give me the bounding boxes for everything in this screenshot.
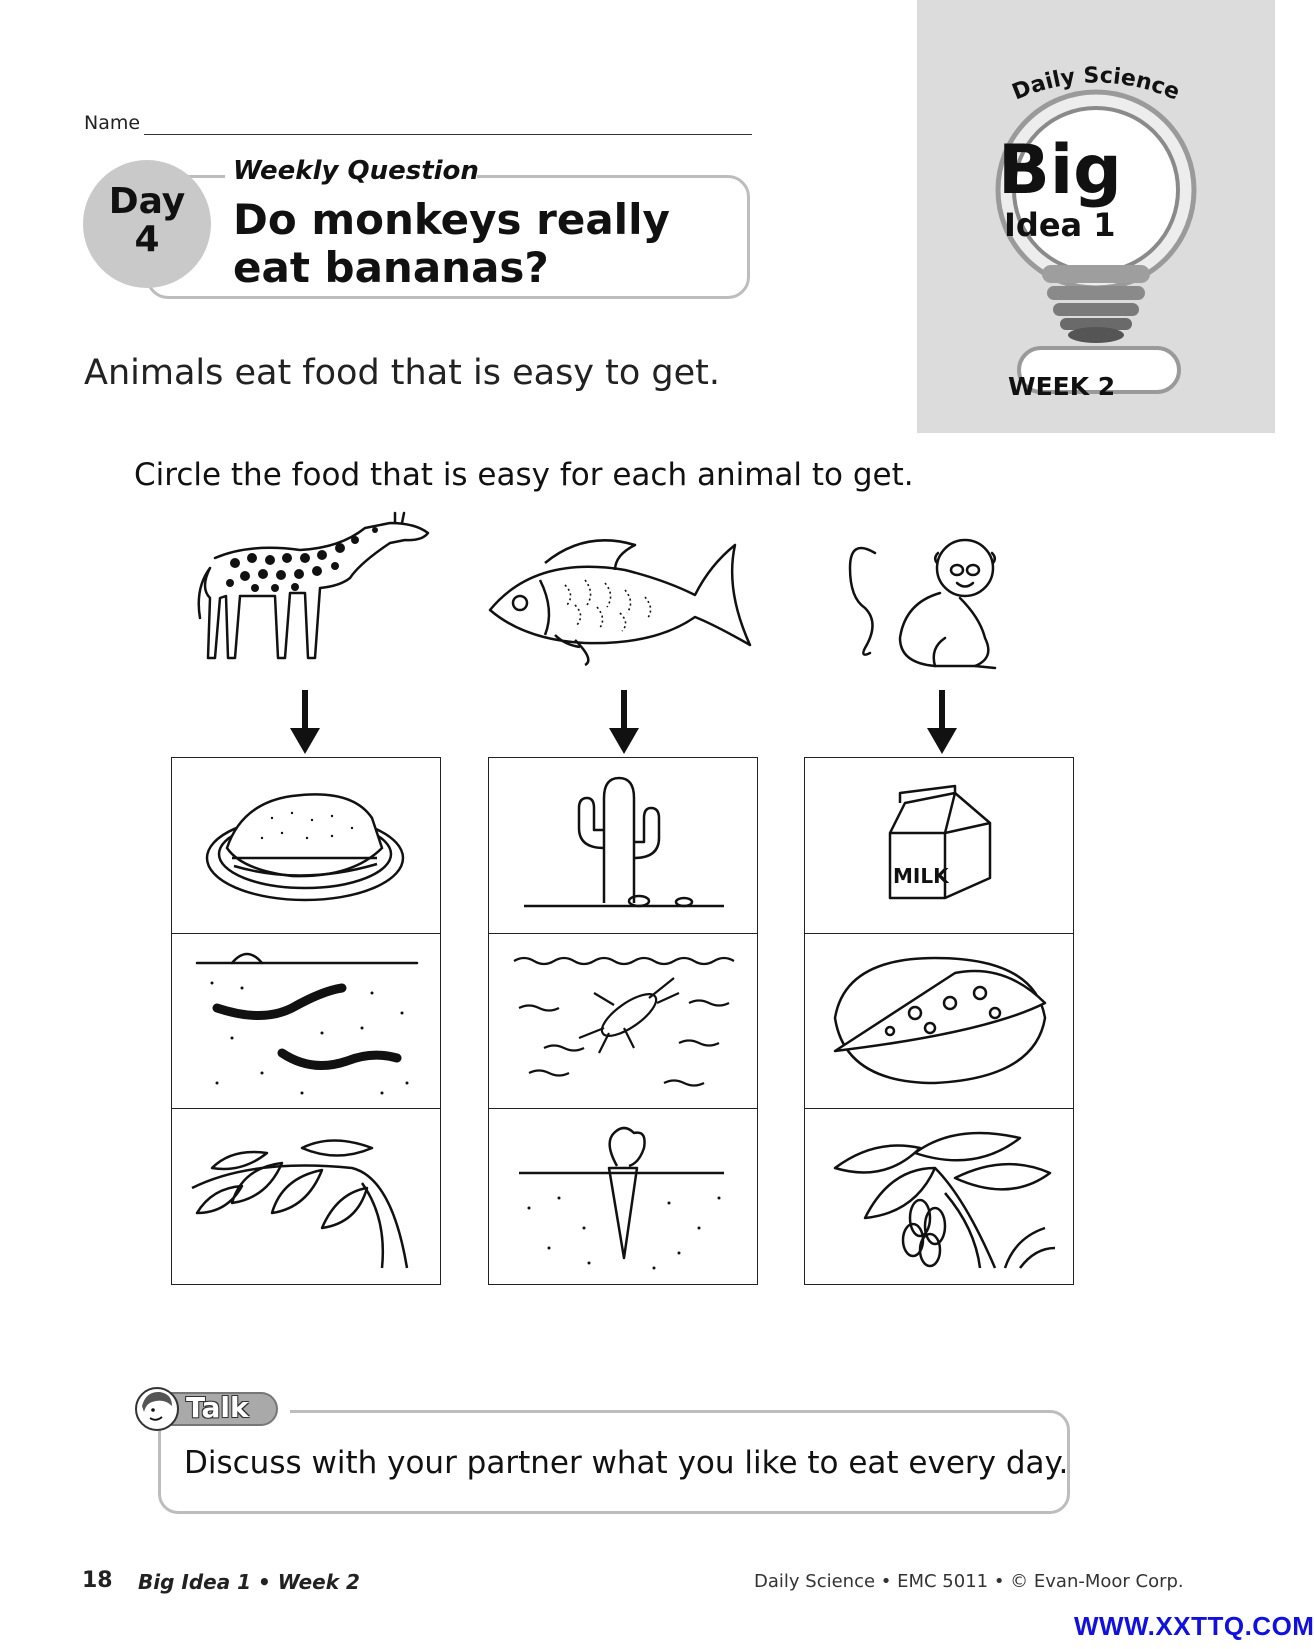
- down-arrow-icon: [290, 690, 320, 755]
- weekly-question-text: Do monkeys really eat bananas?: [233, 195, 670, 292]
- talk-label: Talk: [186, 1391, 249, 1424]
- watermark-url: WWW.XXTTQ.COM: [1074, 1611, 1314, 1641]
- fish-icon: [485, 535, 755, 665]
- worms-in-soil-icon[interactable]: [172, 933, 439, 1108]
- food-column-fish: [488, 757, 758, 1285]
- pizza-slice-icon[interactable]: [805, 933, 1072, 1108]
- child-face-icon: [134, 1386, 180, 1432]
- water-bug-icon[interactable]: [489, 933, 756, 1108]
- cactus-icon[interactable]: [489, 758, 756, 933]
- milk-carton-icon[interactable]: [805, 758, 1072, 933]
- big-word: Big: [998, 131, 1122, 210]
- monkey-icon: [845, 528, 1005, 673]
- talk-prompt-text: Discuss with your partner what you like to eat every day.: [184, 1445, 1069, 1481]
- down-arrow-icon: [927, 690, 957, 755]
- footer-copyright: Daily Science • EMC 5011 • © Evan-Moor Corp.: [754, 1571, 1184, 1592]
- name-write-line[interactable]: [144, 134, 752, 135]
- daily-science-arc-text: Daily Science: [1008, 63, 1184, 106]
- idea-number: Idea 1: [1004, 206, 1116, 244]
- food-column-monkey: [804, 757, 1074, 1285]
- day-word: Day: [108, 181, 186, 222]
- banana-tree-icon[interactable]: [805, 1108, 1072, 1283]
- footer-unit-label: Big Idea 1 • Week 2: [138, 1570, 360, 1594]
- intro-sentence: Animals eat food that is easy to get.: [84, 353, 720, 393]
- carrot-in-soil-icon[interactable]: [489, 1108, 756, 1283]
- tree-leaves-icon[interactable]: [172, 1108, 439, 1283]
- day-number: 4: [134, 219, 160, 260]
- page-number: 18: [82, 1568, 113, 1593]
- sandwich-on-plate-icon[interactable]: [172, 758, 439, 933]
- milk-label: MILK: [893, 864, 949, 888]
- name-label: Name: [84, 112, 141, 134]
- food-column-giraffe: [171, 757, 441, 1285]
- giraffe-icon: [190, 508, 440, 673]
- day-badge: [83, 160, 211, 288]
- down-arrow-icon: [609, 690, 639, 755]
- weekly-question-label: Weekly Question: [233, 156, 479, 186]
- instruction-text: Circle the food that is easy for each animal to get.: [134, 457, 914, 493]
- week-badge: WEEK 2: [1008, 372, 1116, 401]
